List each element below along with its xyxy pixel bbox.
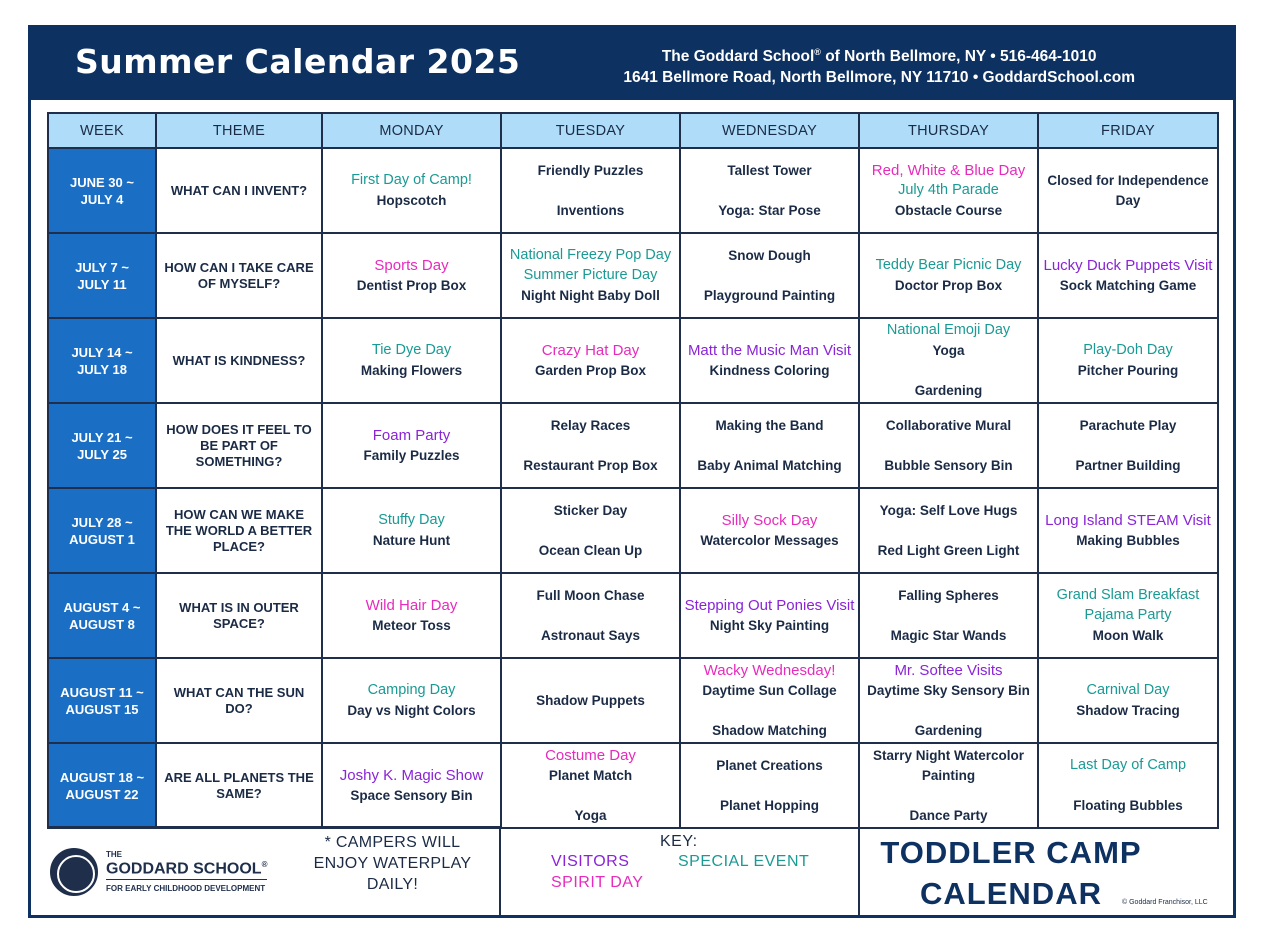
week-cell xyxy=(48,488,156,573)
activity: Sports Day xyxy=(374,256,449,274)
activity: Planet Hopping xyxy=(720,797,819,813)
spacer xyxy=(681,701,858,721)
activity: Red, White & Blue Day xyxy=(871,161,1026,179)
activity: Summer Picture Day xyxy=(523,266,658,283)
spacer xyxy=(860,701,1037,721)
day-cell xyxy=(859,148,1038,233)
logo-sub-text: FOR EARLY CHILDHOOD DEVELOPMENT xyxy=(106,884,266,893)
week-row xyxy=(48,148,1218,233)
activity: Pitcher Pouring xyxy=(1077,362,1179,378)
day-cell xyxy=(859,743,1038,828)
day-cell xyxy=(1038,743,1218,828)
activity: Playground Painting xyxy=(703,287,836,303)
week-date: JULY 25 xyxy=(77,446,127,462)
column-header: MONDAY xyxy=(322,113,501,148)
day-cell xyxy=(501,403,680,488)
activity: Yoga: Star Pose xyxy=(718,202,821,218)
day-cell xyxy=(501,233,680,318)
day-cell xyxy=(501,148,680,233)
school-info xyxy=(623,42,1135,88)
activity: Dentist Prop Box xyxy=(356,277,467,293)
activity: Long Island STEAM Visit xyxy=(1045,511,1211,529)
spacer xyxy=(681,776,858,796)
theme-cell: HOW CAN WE MAKE THE WORLD A BETTER PLACE? xyxy=(156,488,322,573)
activity: Tie Dye Day xyxy=(371,341,452,358)
column-header: TUESDAY xyxy=(501,113,680,148)
footer-divider-left xyxy=(499,826,501,915)
activity: Making Bubbles xyxy=(1076,532,1180,548)
activity: Restaurant Prop Box xyxy=(523,457,658,473)
week-row xyxy=(48,233,1218,318)
column-header: FRIDAY xyxy=(1038,113,1218,148)
day-cell xyxy=(859,658,1038,743)
day-cell xyxy=(680,658,859,743)
activity: Starry Night Watercolor Painting xyxy=(872,747,1025,783)
activity: Meteor Toss xyxy=(372,617,451,633)
day-cell xyxy=(322,743,501,828)
week-date: AUGUST 22 xyxy=(65,786,139,802)
activity: Mr. Softee Visits xyxy=(894,661,1003,679)
day-cell xyxy=(859,403,1038,488)
day-cell xyxy=(322,658,501,743)
spacer xyxy=(860,361,1037,381)
activity: Red Light Green Light xyxy=(877,542,1020,558)
day-cell xyxy=(501,658,680,743)
goddard-school-logo xyxy=(50,848,290,900)
grid-body xyxy=(48,148,1218,828)
activity: Shadow Puppets xyxy=(536,692,645,708)
activity: Gardening xyxy=(914,722,983,738)
activity: Lucky Duck Puppets Visit xyxy=(1043,256,1213,274)
day-cell xyxy=(859,573,1038,658)
day-cell xyxy=(322,233,501,318)
activity: Obstacle Course xyxy=(894,202,1003,218)
spacer xyxy=(860,606,1037,626)
activity: Night Night Baby Doll xyxy=(521,287,660,303)
logo-small-text: THE xyxy=(106,850,122,859)
school-phone: of North Bellmore, NY • 516-464-1010 xyxy=(820,48,1097,66)
footer-divider xyxy=(47,826,499,828)
activity: Making the Band xyxy=(715,417,824,433)
day-cell xyxy=(680,488,859,573)
activity: Baby Animal Matching xyxy=(697,457,842,473)
activity: Matt the Music Man Visit xyxy=(687,341,852,359)
activity: Shadow Matching xyxy=(712,722,827,738)
day-cell xyxy=(859,318,1038,403)
spacer xyxy=(681,181,858,201)
activity: Kindness Coloring xyxy=(709,362,830,378)
week-cell xyxy=(48,148,156,233)
activity: Gardening xyxy=(914,382,983,398)
week-date: JULY 11 xyxy=(77,276,127,292)
registered-mark: ® xyxy=(814,47,821,57)
key-spirit-day: SPIRIT DAY xyxy=(551,874,644,891)
week-row xyxy=(48,488,1218,573)
key-label: KEY: xyxy=(660,833,698,850)
week-date: JULY 14 ~ xyxy=(71,344,133,360)
activity: Friendly Puzzles xyxy=(537,162,644,178)
week-date: AUGUST 4 ~ xyxy=(63,599,141,615)
spacer xyxy=(681,436,858,456)
calendar-grid xyxy=(47,112,1219,829)
logo-main-text xyxy=(106,860,267,880)
day-cell xyxy=(1038,658,1218,743)
copyright: © Goddard Franchisor, LLC xyxy=(1122,899,1208,906)
spacer xyxy=(502,521,679,541)
activity: Planet Creations xyxy=(716,757,823,773)
week-date: JULY 18 xyxy=(77,361,127,377)
activity: Yoga: Self Love Hugs xyxy=(879,502,1018,518)
day-cell xyxy=(322,148,501,233)
spacer xyxy=(860,436,1037,456)
week-row xyxy=(48,318,1218,403)
activity: Stuffy Day xyxy=(378,511,445,528)
activity: Parachute Play xyxy=(1079,417,1177,433)
activity: National Emoji Day xyxy=(886,321,1011,338)
day-cell xyxy=(680,573,859,658)
activity: Day vs Night Colors xyxy=(347,702,476,718)
activity: Wacky Wednesday! xyxy=(703,661,836,679)
spacer xyxy=(1039,436,1217,456)
activity: Partner Building xyxy=(1075,457,1181,473)
day-cell xyxy=(1038,233,1218,318)
spacer xyxy=(502,181,679,201)
day-cell xyxy=(859,488,1038,573)
activity: Space Sensory Bin xyxy=(350,787,473,803)
activity: Making Flowers xyxy=(360,362,463,378)
activity: Wild Hair Day xyxy=(365,596,458,614)
day-cell xyxy=(680,743,859,828)
activity: Full Moon Chase xyxy=(536,587,645,603)
day-cell xyxy=(322,573,501,658)
activity: Family Puzzles xyxy=(363,447,460,463)
activity: Tallest Tower xyxy=(727,162,812,178)
activity: Relay Races xyxy=(550,417,631,433)
activity: Sock Matching Game xyxy=(1059,277,1197,293)
activity: Dance Party xyxy=(909,807,988,823)
activity: Joshy K. Magic Show xyxy=(339,766,484,784)
activity: Astronaut Says xyxy=(540,627,641,643)
activity: Yoga xyxy=(932,342,965,358)
spacer xyxy=(681,266,858,286)
activity: Costume Day xyxy=(545,746,636,764)
day-cell xyxy=(1038,148,1218,233)
key-visitors: VISITORS xyxy=(551,853,630,870)
week-row xyxy=(48,403,1218,488)
logo-name: GODDARD SCHOOL xyxy=(106,860,262,878)
spacer xyxy=(860,786,1037,806)
week-cell xyxy=(48,573,156,658)
week-cell xyxy=(48,658,156,743)
activity: Planet Match xyxy=(548,767,633,783)
school-name: The Goddard School xyxy=(661,48,815,66)
waterplay-note: * CAMPERS WILL ENJOY WATERPLAY DAILY! xyxy=(313,834,472,893)
theme-cell: WHAT CAN I INVENT? xyxy=(156,148,322,233)
day-cell xyxy=(322,488,501,573)
activity: Garden Prop Box xyxy=(534,362,647,378)
toddler-camp-title: TODDLER CAMP CALENDAR xyxy=(880,835,1142,911)
day-cell xyxy=(501,573,680,658)
theme-cell: WHAT CAN THE SUN DO? xyxy=(156,658,322,743)
key-special-event: SPECIAL EVENT xyxy=(678,853,810,870)
day-cell xyxy=(501,318,680,403)
header-row xyxy=(48,113,1218,148)
activity: Nature Hunt xyxy=(372,532,451,548)
week-date: AUGUST 1 xyxy=(69,531,135,547)
spacer xyxy=(860,521,1037,541)
activity: National Freezy Pop Day xyxy=(509,246,672,263)
activity: Stepping Out Ponies Visit xyxy=(684,596,855,614)
activity: Bubble Sensory Bin xyxy=(884,457,1013,473)
activity: Doctor Prop Box xyxy=(894,277,1003,293)
goddard-horse-logo-icon xyxy=(50,848,98,896)
activity: Crazy Hat Day xyxy=(541,341,640,359)
week-date: JULY 21 ~ xyxy=(71,429,133,445)
column-header: WEDNESDAY xyxy=(680,113,859,148)
activity: Camping Day xyxy=(367,681,456,698)
activity: Falling Spheres xyxy=(898,587,999,603)
activity: Floating Bubbles xyxy=(1073,797,1183,813)
activity: Ocean Clean Up xyxy=(538,542,643,558)
theme-cell: WHAT IS IN OUTER SPACE? xyxy=(156,573,322,658)
day-cell xyxy=(1038,318,1218,403)
activity: Teddy Bear Picnic Day xyxy=(875,256,1022,273)
week-date: AUGUST 18 ~ xyxy=(59,769,145,785)
week-cell xyxy=(48,318,156,403)
activity: Sticker Day xyxy=(553,502,628,518)
activity: Play-Doh Day xyxy=(1083,341,1173,358)
week-date: JULY 28 ~ xyxy=(71,514,133,530)
theme-cell: WHAT IS KINDNESS? xyxy=(156,318,322,403)
activity: Foam Party xyxy=(372,426,451,444)
day-cell xyxy=(501,743,680,828)
day-cell xyxy=(1038,488,1218,573)
activity: Moon Walk xyxy=(1092,627,1164,643)
week-date: AUGUST 15 xyxy=(65,701,139,717)
activity: Magic Star Wands xyxy=(890,627,1007,643)
activity: Inventions xyxy=(556,202,625,218)
school-contact-line xyxy=(623,42,1135,67)
activity: Daytime Sun Collage xyxy=(702,682,837,698)
activity: Closed for Independence Day xyxy=(1047,172,1209,208)
activity: Snow Dough xyxy=(728,247,811,263)
column-header: THURSDAY xyxy=(859,113,1038,148)
day-cell xyxy=(680,318,859,403)
day-cell xyxy=(501,488,680,573)
spacer xyxy=(502,436,679,456)
activity: Yoga xyxy=(574,807,607,823)
activity: Carnival Day xyxy=(1086,681,1170,698)
activity: Hopscotch xyxy=(376,192,447,208)
activity: Pajama Party xyxy=(1084,606,1172,623)
week-cell xyxy=(48,743,156,828)
week-date: JULY 4 xyxy=(80,191,124,207)
theme-cell: HOW DOES IT FEEL TO BE PART OF SOMETHING? xyxy=(156,403,322,488)
title-banner xyxy=(31,28,1233,100)
week-cell xyxy=(48,233,156,318)
day-cell xyxy=(322,318,501,403)
spacer xyxy=(502,786,679,806)
day-cell xyxy=(1038,403,1218,488)
activity: July 4th Parade xyxy=(898,181,999,198)
activity: Night Sky Painting xyxy=(709,617,830,633)
activity: Shadow Tracing xyxy=(1076,702,1180,718)
theme-cell: ARE ALL PLANETS THE SAME? xyxy=(156,743,322,828)
week-date: AUGUST 11 ~ xyxy=(60,684,144,700)
activity: Last Day of Camp xyxy=(1069,756,1187,773)
activity: Daytime Sky Sensory Bin xyxy=(867,682,1030,698)
day-cell xyxy=(859,233,1038,318)
week-row xyxy=(48,658,1218,743)
day-cell xyxy=(680,403,859,488)
activity: Silly Sock Day xyxy=(721,511,818,529)
spacer xyxy=(1039,776,1217,796)
day-cell xyxy=(322,403,501,488)
week-date: JUNE 30 ~ xyxy=(70,174,134,190)
week-date: JULY 7 ~ xyxy=(75,259,129,275)
day-cell xyxy=(1038,573,1218,658)
column-header: WEEK xyxy=(48,113,156,148)
school-address-line: 1641 Bellmore Road, North Bellmore, NY 11710 • GoddardSchool.com xyxy=(623,69,1135,87)
week-row xyxy=(48,743,1218,828)
page-title: Summer Calendar 2025 xyxy=(75,42,521,81)
logo-registered-mark: ® xyxy=(261,860,268,869)
activity: First Day of Camp! xyxy=(351,171,472,188)
activity: Grand Slam Breakfast xyxy=(1056,586,1200,603)
activity: Watercolor Messages xyxy=(700,532,839,548)
spacer xyxy=(502,606,679,626)
week-date: AUGUST 8 xyxy=(69,616,135,632)
day-cell xyxy=(680,233,859,318)
column-header: THEME xyxy=(156,113,322,148)
week-row xyxy=(48,573,1218,658)
theme-cell: HOW CAN I TAKE CARE OF MYSELF? xyxy=(156,233,322,318)
day-cell xyxy=(680,148,859,233)
week-cell xyxy=(48,403,156,488)
activity: Collaborative Mural xyxy=(885,417,1012,433)
footer-divider-right xyxy=(858,826,860,915)
